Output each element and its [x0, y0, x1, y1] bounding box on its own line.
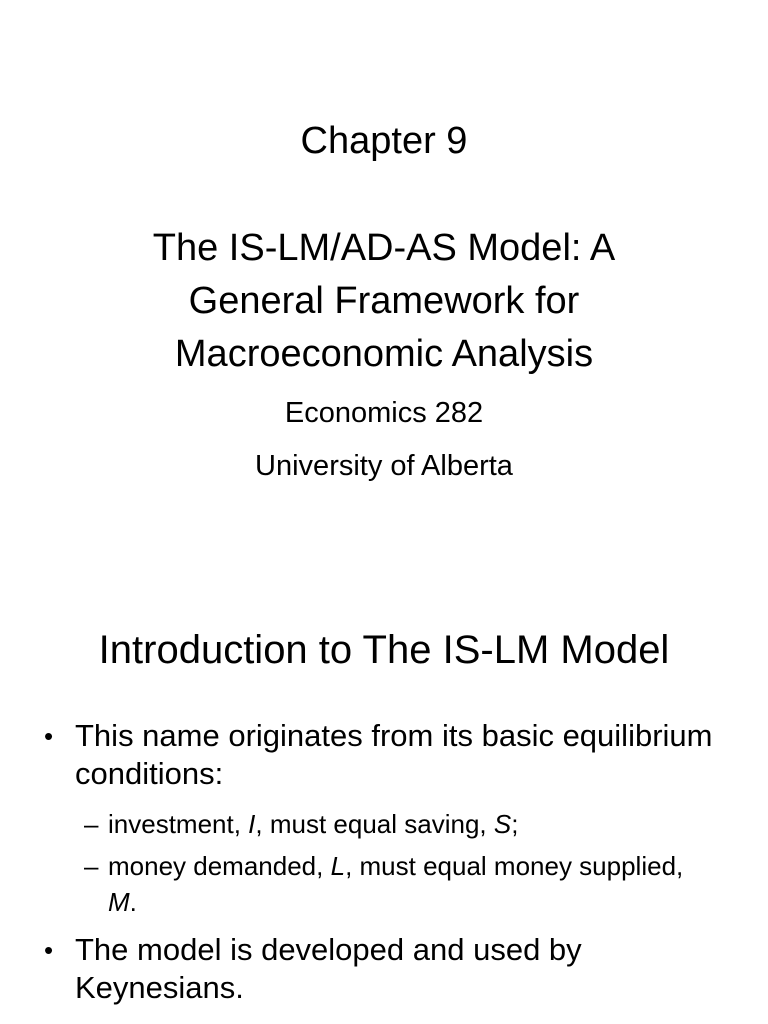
variable-label: M — [108, 887, 130, 917]
bullet-symbol: • — [44, 935, 54, 965]
title-line-2: General Framework for — [188, 280, 580, 322]
text-part: ; — [511, 809, 519, 839]
bullet-symbol: • — [44, 721, 54, 751]
dash-symbol: – — [84, 809, 99, 839]
bullet-item — [44, 931, 744, 1007]
variable-label: I — [248, 809, 256, 839]
bullet-text: This name originates from its basic equilibrium conditions: — [75, 718, 713, 791]
title-line-1: The IS-LM/AD-AS Model: A — [152, 227, 616, 269]
intro-slide — [0, 580, 768, 1024]
dash-symbol: – — [84, 851, 99, 881]
bullet-item — [44, 717, 744, 793]
title-line-3: Macroeconomic Analysis — [174, 333, 594, 375]
course-name: Economics 282 — [284, 397, 484, 429]
sub-bullet-item — [84, 848, 684, 920]
bullet-text: The model is developed and used by Keynesians. — [75, 932, 582, 1005]
sub-bullet-text — [108, 848, 684, 920]
text-part: investment, — [108, 809, 249, 839]
presentation-title — [0, 222, 768, 381]
sub-bullet-item — [84, 806, 684, 842]
variable-label: L — [330, 851, 346, 881]
text-part: . — [129, 887, 137, 917]
university-name: University of Alberta — [255, 450, 513, 482]
text-part: , must equal saving, — [255, 809, 494, 839]
chapter-heading: Chapter 9 — [300, 120, 468, 162]
variable-label: S — [493, 809, 512, 839]
slide-title: Introduction to The IS-LM Model — [98, 628, 670, 672]
sub-bullet-text — [108, 806, 684, 842]
text-part: money demanded, — [108, 851, 331, 881]
text-part: , must equal money supplied, — [345, 851, 684, 881]
